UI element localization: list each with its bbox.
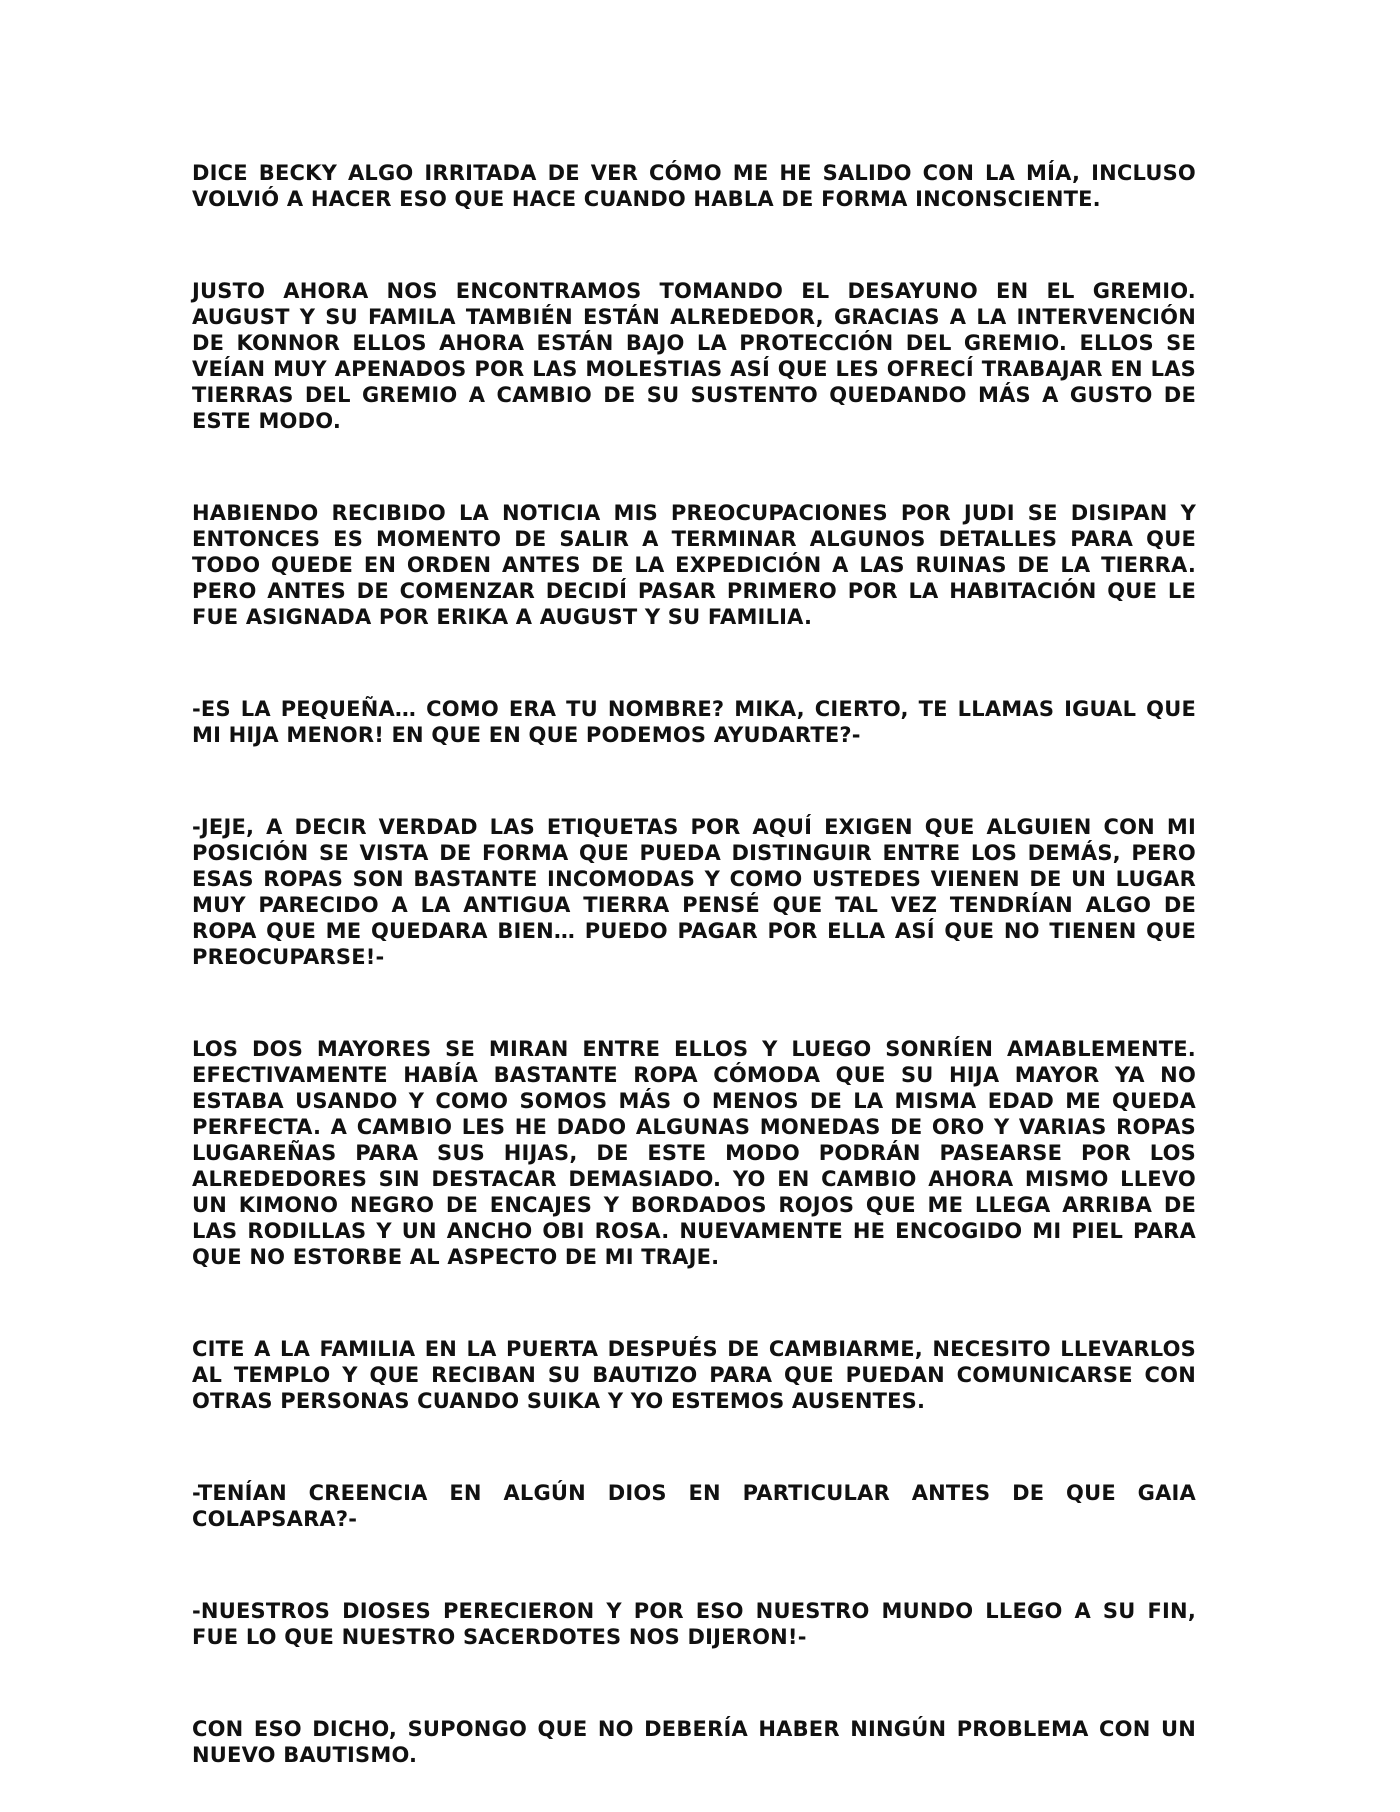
paragraph-4: -ES LA PEQUEÑA… COMO ERA TU NOMBRE? MIKA, CIERTO, TE LLAMAS IGUAL QUE MI HIJA MENOR! EN QUE EN QUE PODEMOS AYUDARTE?- — [192, 697, 1196, 747]
paragraph-3: HABIENDO RECIBIDO LA NOTICIA MIS PREOCUPACIONES POR JUDI SE DISIPAN Y ENTONCES ES MOMENTO DE SALIR A TERMINAR ALGUNOS DETALLES PARA QUE TODO QUEDE EN ORDEN ANTES DE LA EXPEDICIÓN A LAS RUINAS DE LA TIERRA. PERO ANTES DE COMENZAR DECIDÍ PASAR PRIMERO POR LA HABITACIÓN QUE LE FUE ASIGNADA POR ERIKA A AUGUST Y SU FAMILIA. — [192, 501, 1196, 629]
paragraph-10: CON ESO DICHO, SUPONGO QUE NO DEBERÍA HABER NINGÚN PROBLEMA CON UN NUEVO BAUTISMO. — [192, 1717, 1196, 1767]
paragraph-8: -TENÍAN CREENCIA EN ALGÚN DIOS EN PARTICULAR ANTES DE QUE GAIA COLAPSARA?- — [192, 1481, 1196, 1531]
paragraph-2: JUSTO AHORA NOS ENCONTRAMOS TOMANDO EL DESAYUNO EN EL GREMIO. AUGUST Y SU FAMILA TAMBIÉN ESTÁN ALREDEDOR, GRACIAS A LA INTERVENCIÓN DE KONNOR ELLOS AHORA ESTÁN BAJO LA PROTECCIÓN DEL GREMIO. ELLOS SE VEÍAN MUY APENADOS POR LAS MOLESTIAS ASÍ QUE LES OFRECÍ TRABAJAR EN LAS TIERRAS DEL GREMIO A CAMBIO DE SU SUSTENTO QUEDANDO MÁS A GUSTO DE ESTE MODO. — [192, 279, 1196, 433]
paragraph-9: -NUESTROS DIOSES PERECIERON Y POR ESO NUESTRO MUNDO LLEGO A SU FIN, FUE LO QUE NUESTRO SACERDOTES NOS DIJERON!- — [192, 1599, 1196, 1649]
text-column — [192, 160, 1196, 1768]
paragraph-7: CITE A LA FAMILIA EN LA PUERTA DESPUÉS DE CAMBIARME, NECESITO LLEVARLOS AL TEMPLO Y QUE RECIBAN SU BAUTIZO PARA QUE PUEDAN COMUNICARSE CON OTRAS PERSONAS CUANDO SUIKA Y YO ESTEMOS AUSENTES. — [192, 1337, 1196, 1413]
paragraph-6: LOS DOS MAYORES SE MIRAN ENTRE ELLOS Y LUEGO SONRÍEN AMABLEMENTE. EFECTIVAMENTE HABÍA BASTANTE ROPA CÓMODA QUE SU HIJA MAYOR YA NO ESTABA USANDO Y COMO SOMOS MÁS O MENOS DE LA MISMA EDAD ME QUEDA PERFECTA. A CAMBIO LES HE DADO ALGUNAS MONEDAS DE ORO Y VARIAS ROPAS LUGAREÑAS PARA SUS HIJAS, DE ESTE MODO PODRÁN PASEARSE POR LOS ALREDEDORES SIN DESTACAR DEMASIADO. YO EN CAMBIO AHORA MISMO LLEVO UN KIMONO NEGRO DE ENCAJES Y BORDADOS ROJOS QUE ME LLEGA ARRIBA DE LAS RODILLAS Y UN ANCHO OBI ROSA. NUEVAMENTE HE ENCOGIDO MI PIEL PARA QUE NO ESTORBE AL ASPECTO DE MI TRAJE. — [192, 1037, 1196, 1269]
paragraph-1: DICE BECKY ALGO IRRITADA DE VER CÓMO ME HE SALIDO CON LA MÍA, INCLUSO VOLVIÓ A HACER ESO QUE HACE CUANDO HABLA DE FORMA INCONSCIENTE. — [192, 161, 1196, 211]
paragraph-5: -JEJE, A DECIR VERDAD LAS ETIQUETAS POR AQUÍ EXIGEN QUE ALGUIEN CON MI POSICIÓN SE VISTA DE FORMA QUE PUEDA DISTINGUIR ENTRE LOS DEMÁS, PERO ESAS ROPAS SON BASTANTE INCOMODAS Y COMO USTEDES VIENEN DE UN LUGAR MUY PARECIDO A LA ANTIGUA TIERRA PENSÉ QUE TAL VEZ TENDRÍAN ALGO DE ROPA QUE ME QUEDARA BIEN… PUEDO PAGAR POR ELLA ASÍ QUE NO TIENEN QUE PREOCUPARSE!- — [192, 815, 1196, 969]
